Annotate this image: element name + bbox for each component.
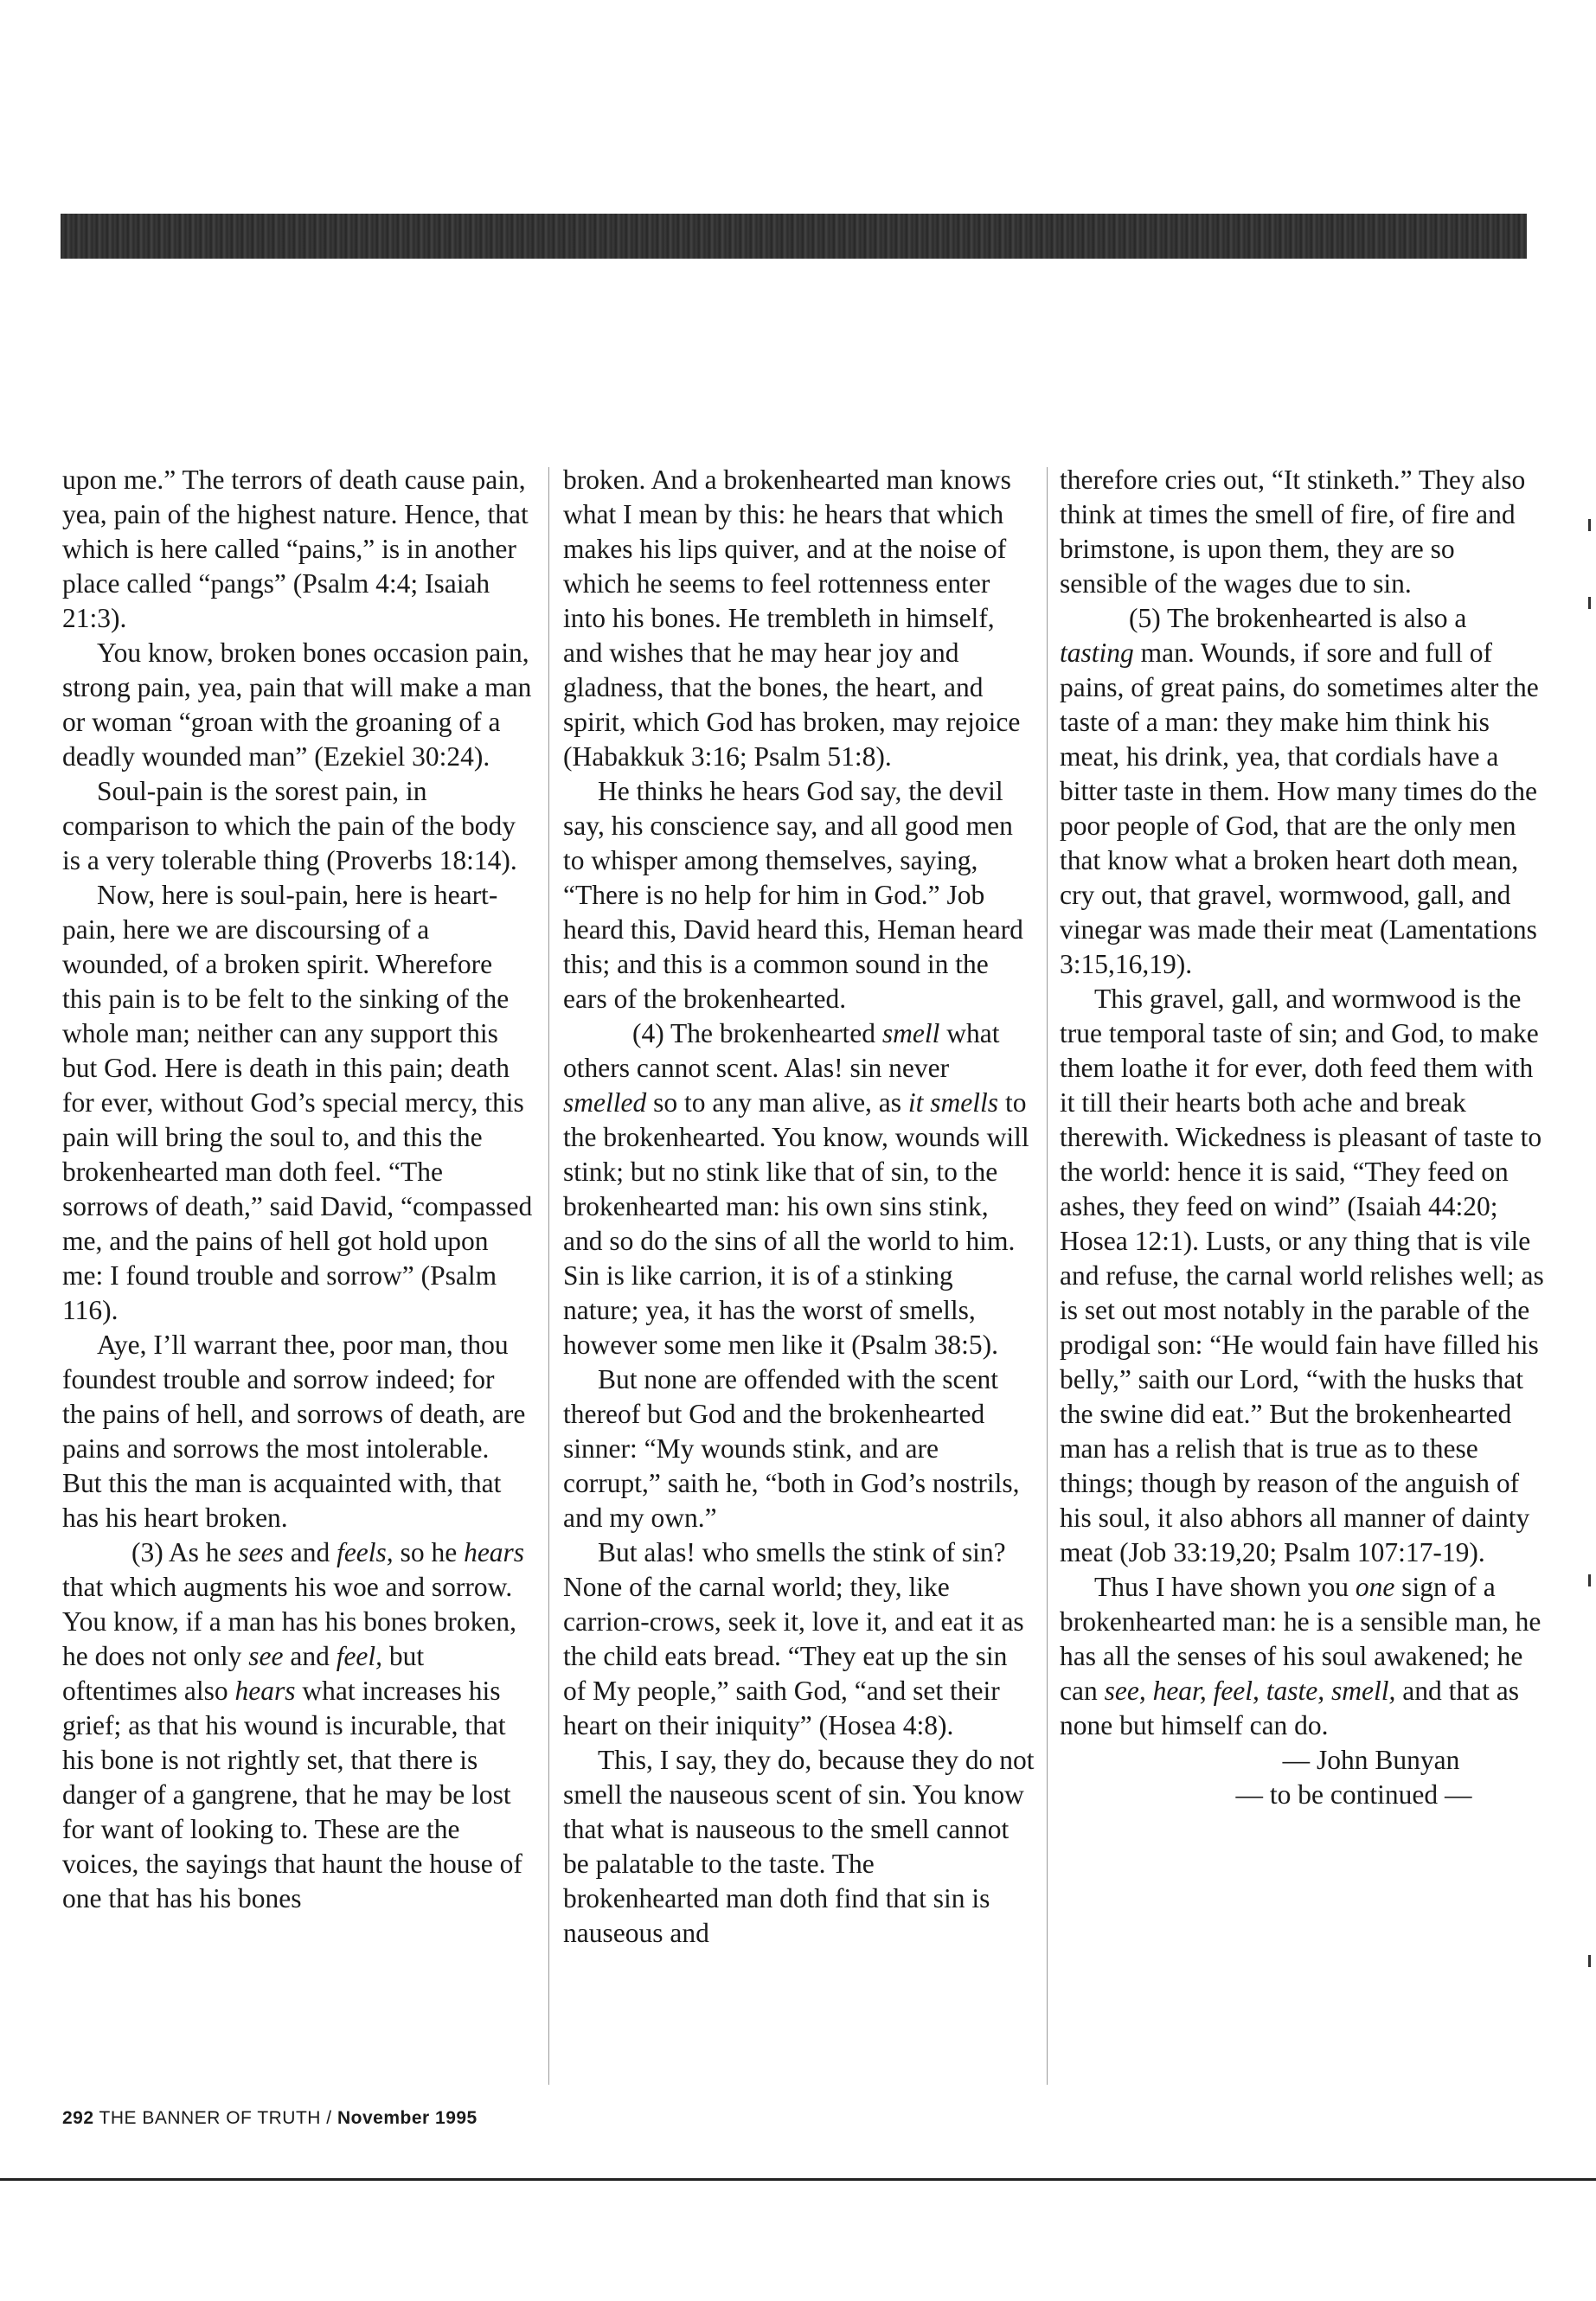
page-number: 292 [62,2108,94,2128]
header-decorative-band [61,214,1527,259]
publication-name: THE BANNER OF TRUTH / [99,2108,332,2128]
author-signature: — John Bunyan [1282,1745,1460,1775]
edge-mark [1588,519,1591,531]
paragraph: You know, broken bones occasion pain, strong pain, yea, pain that will make a man or woman “groan with the groaning of a deadly wounded man” (Ezekiel 30:24). [62,638,532,772]
paragraph: He thinks he hears God say, the devil say, his conscience say, and all good men to whisper among themselves, saying, “There is no help for him in God.” Job heard this, David heard this, Heman heard this; and this is a common sound in the ears of the brokenhearted. [563,776,1023,1014]
column-3 [1060,463,1544,1812]
edge-mark [1588,1955,1591,1967]
paragraph: But none are offended with the scent thereof but God and the brokenhearted sinner: “My wounds stink, and are corrupt,” saith he, “both in God’s nostrils, and my own.” [563,1364,1020,1533]
column-divider-2 [1047,467,1048,2085]
edge-mark [1588,597,1591,609]
edge-mark [1588,1574,1591,1586]
paragraph: Now, here is soul-pain, here is heart-pain, here we are discoursing of a wounded, of a broken spirit. Wherefore this pain is to be felt to the sinking of the whole man; neither can any support this but God. Here is death in this pain; death for ever, without God’s special mercy, this pain will bring the soul to, and this the brokenhearted man doth feel. “The sorrows of death,” said David, “compassed me, and the pains of hell got hold upon me: I found trouble and sorrow” (Psalm 116). [62,880,533,1325]
paragraph-hearing: (3) As he sees and feels, so he hears that which augments his woe and sorrow. You know, if a man has his bones broken, he does not only see and feel, but oftentimes also hears what increases his grief; as that his wound is incurable, that his bone is not rightly set, that there is danger of a gangrene, that he may be lost for want of looking to. These are the voices, the sayings that haunt the house of one that has his bones [62,1537,525,1913]
paragraph: But alas! who smells the stink of sin? None of the carnal world; they, like carrion-crows, seek it, love it, and eat it as the child eats bread. “They eat up the sin of My people,” saith God, “and set their heart on their iniquity” (Hosea 4:8). [563,1537,1024,1740]
paragraph-smelling: (4) The brokenhearted smell what others cannot scent. Alas! sin never smelled so to any man alive, as it smells to the brokenhearted. You know, wounds will stink; but no stink like that of sin, to the brokenhearted man: his own sins stink, and so do the sins of all the world to him. Sin is like carrion, it is of a stinking nature; yea, it has the worst of smells, however some men like it (Psalm 38:5). [563,1018,1029,1360]
paragraph: broken. And a brokenhearted man knows what I mean by this: he hears that which makes his lips quiver, and at the noise of which he seems to feel rottenness enter into his bones. He trembleth in himself, and wishes that he may hear joy and gladness, that the bones, the heart, and spirit, which God has broken, may rejoice (Habakkuk 3:16; Psalm 51:8). [563,465,1021,772]
column-divider-1 [548,467,549,2085]
paragraph: This gravel, gall, and wormwood is the true temporal taste of sin; and God, to make them loathe it for ever, doth feed them with it till their hearts both ache and break therewith. Wickedness is pleasant of taste to the world: hence it is said, “They feed on ashes, they feed on wind” (Isaiah 44:20; Hosea 12:1). Lusts, or any thing that is vile and refuse, the carnal world relishes well; as is set out most notably in the parable of the prodigal son: “He would fain have filled his belly,” saith our Lord, “with the husks that the swine did eat.” But the brokenhearted man has a relish that is true as to these things; though by reason of the anguish of his soul, it also abhors all manner of dainty meat (Job 33:19,20; Psalm 107:17-19). [1060,984,1544,1567]
paragraph: This, I say, they do, because they do not smell the nauseous scent of sin. You know that what is nauseous to the smell cannot be palatable to the taste. The brokenhearted man doth find that sin is nauseous and [563,1745,1035,1948]
column-2 [563,463,1035,1951]
page-footer [62,2108,478,2129]
paragraph: upon me.” The terrors of death cause pain, yea, pain of the highest nature. Hence, that which is here called “pains,” is in another place called “pangs” (Psalm 4:4; Isaiah 21:3). [62,465,529,633]
bottom-rule [0,2178,1596,2181]
column-1 [62,463,534,1916]
paragraph: Soul-pain is the sorest pain, in comparison to which the pain of the body is a very tolerable thing (Proverbs 18:14). [62,776,517,875]
issue-date: November 1995 [337,2108,478,2128]
paragraph-tasting: (5) The brokenhearted is also a tasting man. Wounds, if sore and full of pains, of great pains, do sometimes alter the taste of a man: they make him think his meat, his drink, yea, that cordials have a bitter taste in them. How many times do the poor people of God, that are the only men that know what a broken heart doth mean, cry out, that gravel, wormwood, gall, and vinegar was made their meat (Lamentations 3:15,16,19). [1060,603,1539,979]
paragraph: Aye, I’ll warrant thee, poor man, thou foundest trouble and sorrow indeed; for the pains of hell, and sorrows of death, are pains and sorrows the most intolerable. But this the man is acquainted with, that has his heart broken. [62,1330,526,1533]
paragraph: therefore cries out, “It stinketh.” They also think at times the smell of fire, of fire and brimstone, is upon them, they are so sensible of the wages due to sin. [1060,465,1526,599]
continued-note: — to be continued — [1235,1779,1472,1810]
paragraph: Thus I have shown you one sign of a brokenhearted man: he is a sensible man, he has all the senses of his soul awakened; he can see, hear, feel, taste, smell, and that as none but himself can do. [1060,1572,1542,1740]
